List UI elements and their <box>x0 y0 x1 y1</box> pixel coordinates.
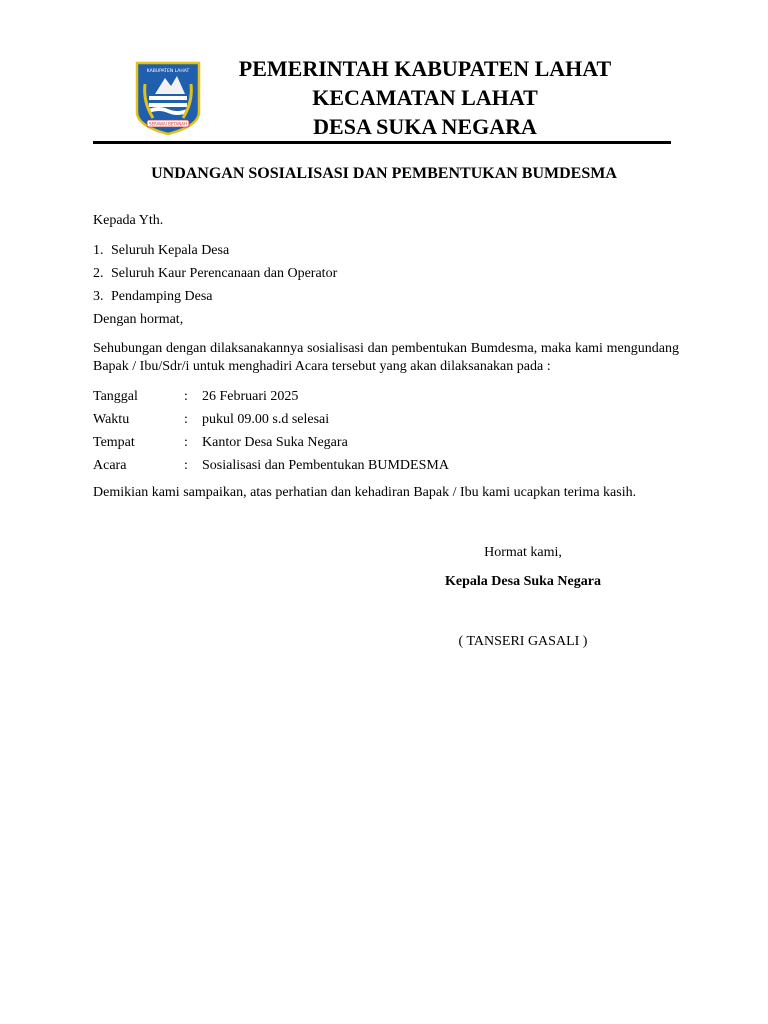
letterhead-line-1: PEMERINTAH KABUPATEN LAHAT <box>238 56 612 81</box>
letterhead-line-2: KECAMATAN LAHAT <box>312 85 538 110</box>
letterhead-divider <box>93 141 671 144</box>
closing-statement: Demikian kami sampaikan, atas perhatian dan kehadiran Bapak / Ibu kami ucapkan terima kasih. <box>93 485 637 500</box>
detail-label: Tempat <box>93 435 135 450</box>
detail-value: 26 Februari 2025 <box>202 389 299 404</box>
detail-separator: : <box>184 435 188 450</box>
signature-salutation: Hormat kami, <box>484 545 562 560</box>
document-title: UNDANGAN SOSIALISASI DAN PEMBENTUKAN BUMDESMA <box>151 165 617 182</box>
detail-value: Kantor Desa Suka Negara <box>202 435 348 450</box>
detail-separator: : <box>184 389 188 404</box>
body-paragraph: Sehubungan dengan dilaksanakannya sosialisasi dan pembentukan Bumdesma, maka kami mengundang Bapak / Ibu/Sdr/i untuk menghadiri Acara tersebut yang akan dilaksanakan pada : <box>93 341 679 374</box>
detail-label: Acara <box>93 458 127 473</box>
detail-separator: : <box>184 412 188 427</box>
greeting: Dengan hormat, <box>93 312 184 327</box>
signature-name: ( TANSERI GASALI ) <box>458 634 588 649</box>
svg-text:KABUPATEN LAHAT: KABUPATEN LAHAT <box>146 69 190 74</box>
svg-text:SERAWAI BETANAH: SERAWAI BETANAH <box>148 121 188 127</box>
recipient-item: 3. Pendamping Desa <box>93 289 213 304</box>
detail-label: Waktu <box>93 412 130 427</box>
letterhead-line-3: DESA SUKA NEGARA <box>313 114 537 139</box>
detail-separator: : <box>184 458 188 473</box>
recipient-intro: Kepada Yth. <box>93 213 164 228</box>
recipient-item: 1. Seluruh Kepala Desa <box>93 243 230 258</box>
detail-label: Tanggal <box>93 389 138 404</box>
detail-value: pukul 09.00 s.d selesai <box>202 412 330 427</box>
recipient-item: 2. Seluruh Kaur Perencanaan dan Operator <box>93 266 338 281</box>
signature-position: Kepala Desa Suka Negara <box>445 574 601 589</box>
detail-value: Sosialisasi dan Pembentukan BUMDESMA <box>202 458 449 473</box>
